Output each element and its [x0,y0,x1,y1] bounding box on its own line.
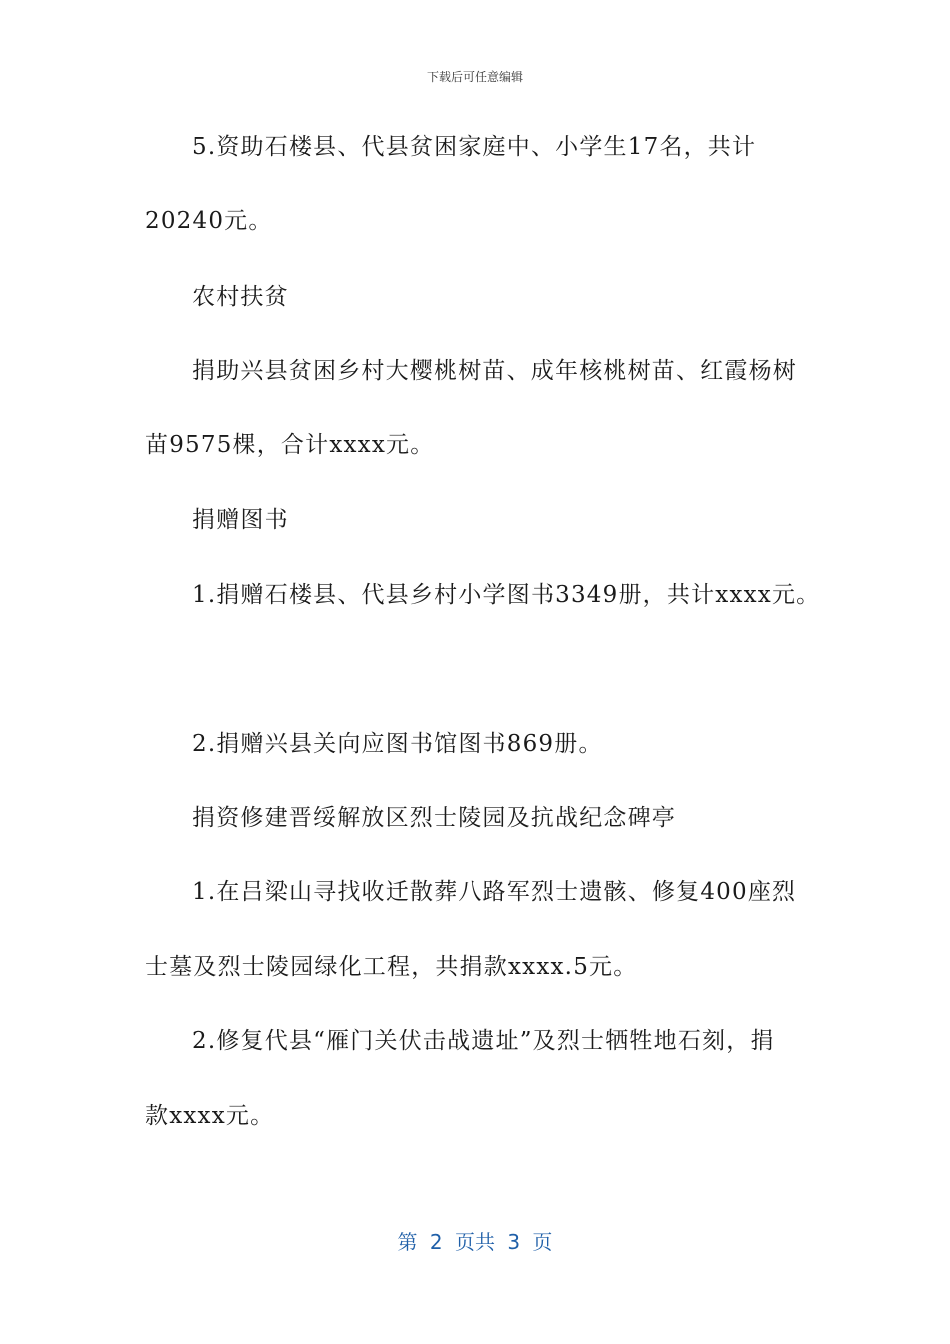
body-line: 2.修复代县“雁门关伏击战遗址”及烈士牺牲地石刻，捐 [192,1028,775,1054]
body-line: 1.捐赠石楼县、代县乡村小学图书3349册，共计xxxx元。 [192,582,821,608]
body-line: 士墓及烈士陵园绿化工程，共捐款xxxx.5元。 [145,954,638,980]
body-line: 款xxxx元。 [145,1103,275,1129]
body-line: 5.资助石楼县、代县贫困家庭中、小学生17名，共计 [192,134,757,160]
page-header-note: 下载后可任意编辑 [426,70,523,84]
section-heading: 农村扶贫 [192,284,289,310]
page-number-footer: 第 2 页共 3 页 [397,1230,553,1254]
body-line: 2.捐赠兴县关向应图书馆图书869册。 [192,731,603,757]
body-line: 1.在吕梁山寻找收迁散葬八路军烈士遗骸、修复400座烈 [192,879,797,905]
section-heading: 捐赠图书 [192,507,289,533]
body-line: 捐助兴县贫困乡村大樱桃树苗、成年核桃树苗、红霞杨树 [192,358,797,384]
body-line: 20240元。 [145,208,273,234]
body-line: 苗9575棵，合计xxxx元。 [145,432,435,458]
section-heading: 捐资修建晋绥解放区烈士陵园及抗战纪念碑亭 [192,805,676,831]
